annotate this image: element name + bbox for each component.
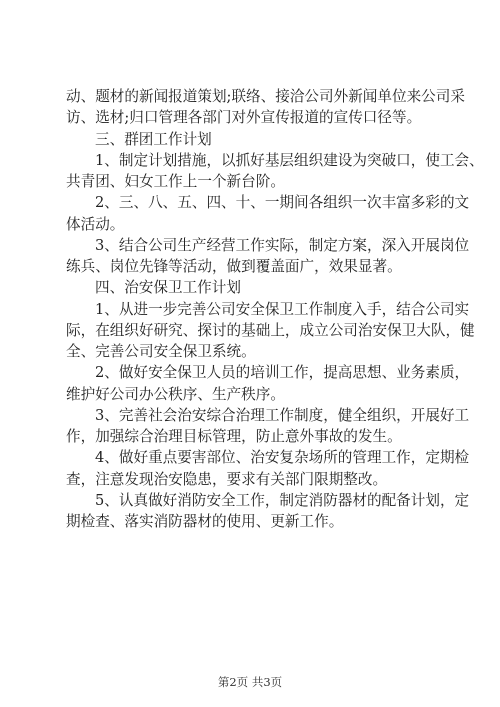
paragraph-line: 5、认真做好消防安全工作，制定消防器材的配备计划，定: [95, 491, 470, 509]
paragraph-line: 1、制定计划措施，以抓好基层组织建设为突破口，使工会、: [95, 151, 484, 169]
section-heading-security-work: 四、治安保卫工作计划: [95, 279, 241, 297]
paragraph-line: 全、完善公司安全保卫系统。: [66, 343, 256, 360]
document-body: [66, 86, 484, 532]
paragraph-line: 查，注意发现治安隐患，要求有关部门限期整改。: [66, 470, 388, 488]
paragraph-line: 4、做好重点要害部位、治安复杂场所的管理工作，定期检: [95, 449, 470, 467]
paragraph-line: 2、三、八、五、四、十、一期间各组织一次丰富多彩的文: [95, 194, 470, 212]
paragraph-line: 练兵、岗位先锋等活动，做到覆盖面广，效果显著。: [66, 258, 402, 275]
page-number-footer: 第2页 共3页: [217, 675, 283, 689]
paragraph-line: 维护好公司办公秩序、生产秩序。: [66, 385, 285, 403]
paragraph-line: 2、做好安全保卫人员的培训工作，提高思想、业务素质，: [95, 364, 470, 382]
paragraph-line: 访、选材;归口管理各部门对外宣传报道的宣传口径等。: [66, 109, 422, 127]
paragraph-line: 3、完善社会治安综合治理工作制度，健全组织，开展好工: [95, 406, 470, 424]
paragraph-line: 期检查、落实消防器材的使用、更新工作。: [66, 513, 344, 530]
paragraph-line: 际，在组织好研究、探讨的基础上，成立公司治安保卫大队，健: [66, 321, 475, 339]
section-heading-group-work: 三、群团工作计划: [95, 130, 212, 148]
paragraph-line: 共青团、妇女工作上一个新台阶。: [66, 173, 285, 190]
paragraph-line: 体活动。: [66, 215, 125, 233]
paragraph-line: 1、从进一步完善公司安全保卫工作制度入手，结合公司实: [95, 300, 470, 318]
paragraph-line: 3、结合公司生产经营工作实际，制定方案，深入开展岗位: [95, 236, 470, 254]
paragraph-line: 动、题材的新闻报道策划;联络、接洽公司外新闻单位来公司采: [66, 88, 465, 105]
paragraph-line: 作，加强综合治理目标管理，防止意外事故的发生。: [66, 428, 402, 445]
